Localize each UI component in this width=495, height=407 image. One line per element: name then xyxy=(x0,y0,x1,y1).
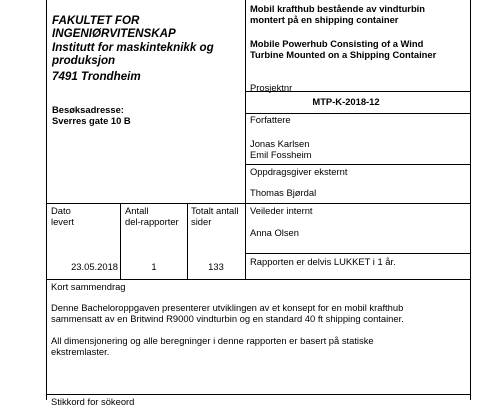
subreports-label-line1: Antall xyxy=(125,205,149,216)
meta-top-rule xyxy=(46,203,471,204)
author-name-2: Emil Fossheim xyxy=(250,149,312,160)
client-label: Oppdragsgiver eksternt xyxy=(250,166,348,177)
subreports-label-line2: del-rapporter xyxy=(125,216,179,227)
faculty-name-line1: FAKULTET FOR xyxy=(52,14,140,27)
pages-label-line2: sider xyxy=(191,216,212,227)
date-label-line1: Dato xyxy=(51,205,71,216)
summary-paragraph2-line2: ekstremlaster. xyxy=(51,346,110,357)
keywords-label: Stikkord for sökeord xyxy=(51,396,135,407)
institute-name-line1: Institutt for maskinteknikk og xyxy=(52,41,214,54)
summary-label: Kort sammendrag xyxy=(51,281,126,292)
faculty-name-line2: INGENIØRVITENSKAP xyxy=(52,27,176,40)
project-number: MTP-K-2018-12 xyxy=(312,96,380,107)
column-divider xyxy=(245,0,246,280)
supervisor-name: Anna Olsen xyxy=(250,227,299,238)
visit-address: Sverres gate 10 B xyxy=(52,115,131,126)
pages-value: 133 xyxy=(208,261,224,272)
frame-right-border xyxy=(470,0,471,400)
institute-name-line2: produksjon xyxy=(52,54,116,67)
project-number-label: Prosjektnr xyxy=(250,82,293,93)
title-english-line2: Turbine Mounted on a Shipping Container xyxy=(250,49,437,60)
frame-left-border xyxy=(46,0,47,400)
visit-address-label: Besøksadresse: xyxy=(52,104,124,115)
city: 7491 Trondheim xyxy=(52,70,141,83)
title-norwegian-line1: Mobil krafthub bestående av vindturbin xyxy=(250,3,426,14)
title-norwegian-line2: montert på en shipping container xyxy=(250,14,399,25)
keywords-top-rule xyxy=(46,394,471,395)
title-english-line1: Mobile Powerhub Consisting of a Wind xyxy=(250,38,424,49)
summary-paragraph1-line1: Denne Bacheloroppgaven presenterer utviklingen av et konsept for en mobil krafthub xyxy=(51,302,404,313)
date-value: 23.05.2018 xyxy=(71,261,118,272)
author-name-1: Jonas Karlsen xyxy=(250,138,310,149)
summary-paragraph1-line2: sammensatt av en Britwind R9000 vindturbin og en standard 40 ft shipping container. xyxy=(51,313,404,324)
date-label-line2: levert xyxy=(51,216,74,227)
closed-status: Rapporten er delvis LUKKET i 1 år. xyxy=(250,256,396,267)
subreports-value: 1 xyxy=(151,261,157,272)
supervisor-bottom-rule xyxy=(245,253,471,254)
summary-paragraph2-line1: All dimensjonering og alle beregninger i denne rapporten er basert på statiske xyxy=(51,335,374,346)
supervisor-label: Veileder internt xyxy=(250,205,313,216)
pages-label-line1: Totalt antall xyxy=(191,205,239,216)
summary-top-rule xyxy=(46,279,471,280)
authors-label: Forfattere xyxy=(250,114,291,125)
authors-bottom-rule xyxy=(245,164,471,165)
client-name: Thomas Bjørdal xyxy=(250,187,317,198)
